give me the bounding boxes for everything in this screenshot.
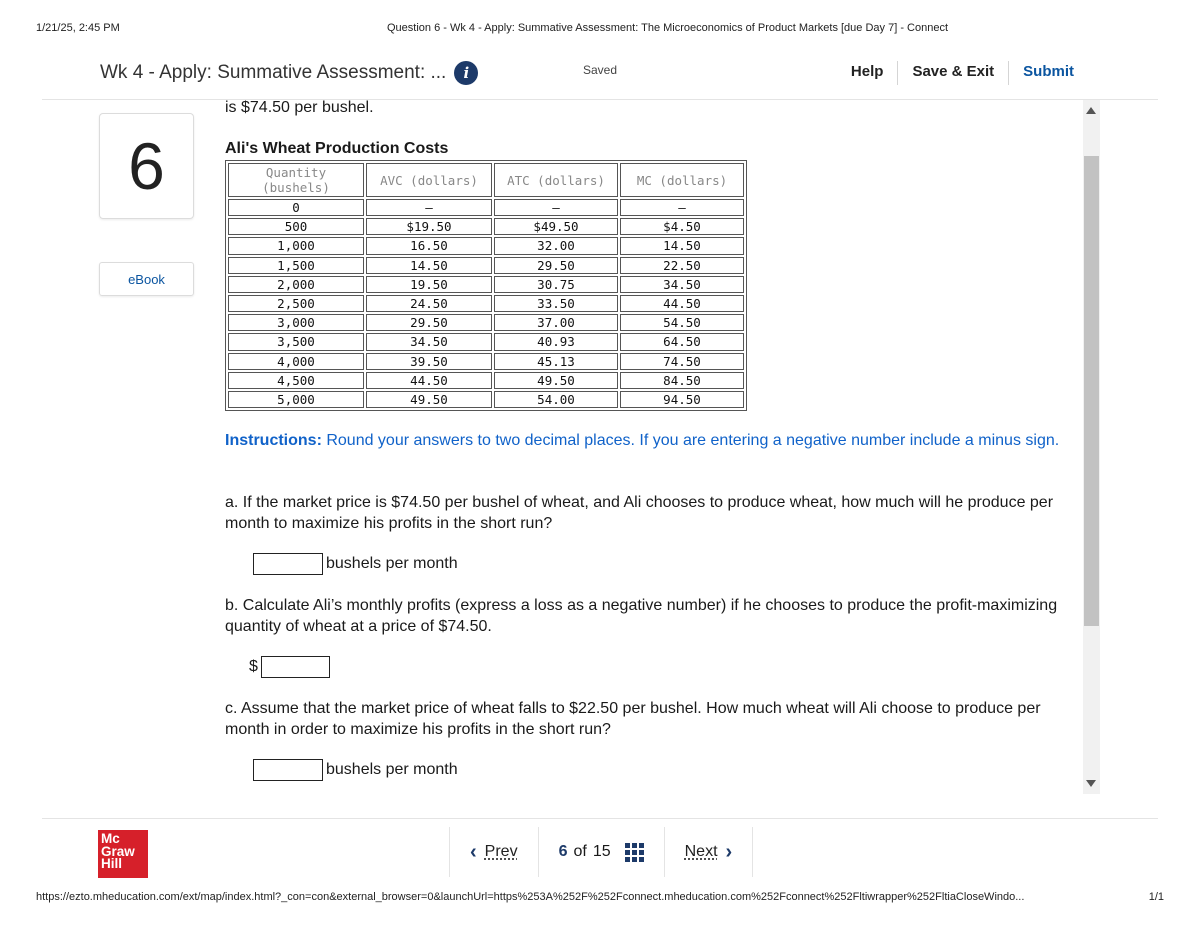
cell-avc: $19.50	[366, 218, 492, 235]
cell-mc: 84.50	[620, 372, 744, 389]
cell-mc: 54.50	[620, 314, 744, 331]
cell-quantity: 4,000	[228, 353, 364, 370]
part-b-answer	[249, 656, 330, 678]
scroll-down-icon[interactable]	[1086, 780, 1096, 787]
cell-quantity: 2,000	[228, 276, 364, 293]
table-row	[228, 218, 744, 235]
header-mc: MC (dollars)	[620, 163, 744, 197]
cell-mc: 74.50	[620, 353, 744, 370]
cell-mc: 22.50	[620, 257, 744, 274]
cell-mc: 44.50	[620, 295, 744, 312]
dollar-prefix: $	[249, 657, 258, 675]
print-header	[0, 22, 1200, 38]
cell-quantity: 5,000	[228, 391, 364, 408]
part-c-input[interactable]	[253, 759, 323, 781]
table-row	[228, 314, 744, 331]
content-scrollbar[interactable]	[1083, 100, 1100, 794]
part-c-question: c. Assume that the market price of wheat falls to $22.50 per bushel. How much wheat will Ali choose to produce per month in order to maximize his profits in the short run?	[225, 700, 1041, 738]
page-indicator[interactable]	[538, 827, 665, 877]
cell-atc: $49.50	[494, 218, 618, 235]
grid-icon[interactable]	[625, 843, 644, 862]
cell-mc: 34.50	[620, 276, 744, 293]
question-text-partial: is $74.50 per bushel.	[225, 99, 374, 116]
cell-avc: 16.50	[366, 237, 492, 254]
cell-atc: 29.50	[494, 257, 618, 274]
header-actions	[837, 61, 1088, 85]
ebook-button[interactable]: eBook	[99, 262, 194, 296]
cell-atc: 30.75	[494, 276, 618, 293]
table-row	[228, 276, 744, 293]
part-c-unit: bushels per month	[326, 760, 458, 778]
cell-quantity: 4,500	[228, 372, 364, 389]
cell-mc: 64.50	[620, 333, 744, 350]
of-label: of	[573, 843, 587, 860]
part-a-unit: bushels per month	[326, 554, 458, 572]
cost-table	[225, 160, 747, 411]
logo-line: Graw	[101, 843, 135, 859]
table-row	[228, 372, 744, 389]
submit-button[interactable]: Submit	[1008, 61, 1088, 85]
cell-atc: 32.00	[494, 237, 618, 254]
table-row	[228, 237, 744, 254]
cell-avc: 44.50	[366, 372, 492, 389]
cell-avc: 14.50	[366, 257, 492, 274]
part-a-question: a. If the market price is $74.50 per bushel of wheat, and Ali chooses to produce wheat, how much will he produce per month to maximize his profits in the short run?	[225, 494, 1054, 532]
cell-quantity: 0	[228, 199, 364, 216]
logo-line: Mc	[101, 831, 120, 846]
table-header-row	[228, 163, 744, 197]
cell-avc: 34.50	[366, 333, 492, 350]
instructions	[225, 431, 1065, 452]
print-title: Question 6 - Wk 4 - Apply: Summative Assessment: The Microeconomics of Product Markets [due Day 7] - Connect	[386, 22, 949, 34]
cell-quantity: 500	[228, 218, 364, 235]
part-b-input[interactable]	[261, 656, 330, 678]
cell-mc: 14.50	[620, 237, 744, 254]
mcgraw-hill-logo	[98, 830, 148, 878]
chevron-right-icon: ›	[725, 840, 733, 863]
save-status: Saved	[583, 63, 618, 77]
scroll-thumb[interactable]	[1084, 156, 1099, 626]
cell-atc: 33.50	[494, 295, 618, 312]
cell-atc: 45.13	[494, 353, 618, 370]
chevron-left-icon: ‹	[470, 840, 477, 863]
part-b-question: b. Calculate Ali’s monthly profits (express a loss as a negative number) if he chooses to produce the profit-maximizing quantity of wheat at a price of $74.50.	[225, 597, 1058, 635]
cell-quantity: 2,500	[228, 295, 364, 312]
total-pages: 15	[592, 843, 611, 860]
cell-atc: —	[494, 199, 618, 216]
cell-quantity: 1,000	[228, 237, 364, 254]
header-quantity: Quantity (bushels)	[228, 163, 364, 197]
print-page-number: 1/1	[1148, 891, 1164, 903]
table-row	[228, 295, 744, 312]
cell-avc: 24.50	[366, 295, 492, 312]
help-button[interactable]: Help	[850, 63, 884, 80]
table-row	[228, 333, 744, 350]
info-icon[interactable]: i	[454, 61, 478, 85]
cell-atc: 54.00	[494, 391, 618, 408]
table-row	[228, 199, 744, 216]
cell-quantity: 1,500	[228, 257, 364, 274]
question-content	[225, 98, 1075, 798]
print-footer	[36, 891, 1164, 903]
part-c-answer	[253, 759, 458, 781]
cell-atc: 40.93	[494, 333, 618, 350]
logo-line: Hill	[101, 856, 123, 871]
cell-avc: 29.50	[366, 314, 492, 331]
instructions-label: Instructions:	[225, 432, 322, 449]
cell-quantity: 3,500	[228, 333, 364, 350]
cell-avc: —	[366, 199, 492, 216]
header-atc: ATC (dollars)	[494, 163, 618, 197]
print-date: 1/21/25, 2:45 PM	[36, 22, 120, 34]
cell-avc: 49.50	[366, 391, 492, 408]
table-row	[228, 391, 744, 408]
cell-atc: 49.50	[494, 372, 618, 389]
cell-mc: $4.50	[620, 218, 744, 235]
cell-avc: 19.50	[366, 276, 492, 293]
assignment-title	[100, 61, 478, 85]
prev-button[interactable]	[450, 827, 538, 877]
question-number: 6	[99, 113, 194, 219]
part-a-answer	[253, 553, 458, 575]
assignment-header	[42, 55, 1158, 100]
cell-atc: 37.00	[494, 314, 618, 331]
header-avc: AVC (dollars)	[366, 163, 492, 197]
cell-avc: 39.50	[366, 353, 492, 370]
question-footer	[42, 818, 1158, 878]
table-row	[228, 257, 744, 274]
part-a-input[interactable]	[253, 553, 323, 575]
scroll-up-icon[interactable]	[1086, 107, 1096, 114]
question-navigation	[449, 827, 753, 877]
prev-label: Prev	[484, 843, 518, 860]
instructions-text: Round your answers to two decimal places. If you are entering a negative number include a minus sign.	[321, 432, 1060, 449]
cell-quantity: 3,000	[228, 314, 364, 331]
table-row	[228, 353, 744, 370]
cell-mc: 94.50	[620, 391, 744, 408]
table-title: Ali's Wheat Production Costs	[225, 140, 449, 157]
current-page: 6	[558, 843, 568, 860]
cell-mc: —	[620, 199, 744, 216]
assignment-title-text: Wk 4 - Apply: Summative Assessment: ...	[100, 62, 447, 83]
table-body	[228, 199, 744, 408]
next-label: Next	[684, 843, 718, 860]
next-button[interactable]	[665, 827, 753, 877]
save-exit-button[interactable]: Save & Exit	[897, 61, 1008, 85]
print-url: https://ezto.mheducation.com/ext/map/index.html?_con=con&external_browser=0&launchUrl=https%253A%252F%252Fconnect.mheducation.com%252Fconnect%252Fltiwrapper%252FltiaCloseWindo...	[36, 891, 1025, 903]
